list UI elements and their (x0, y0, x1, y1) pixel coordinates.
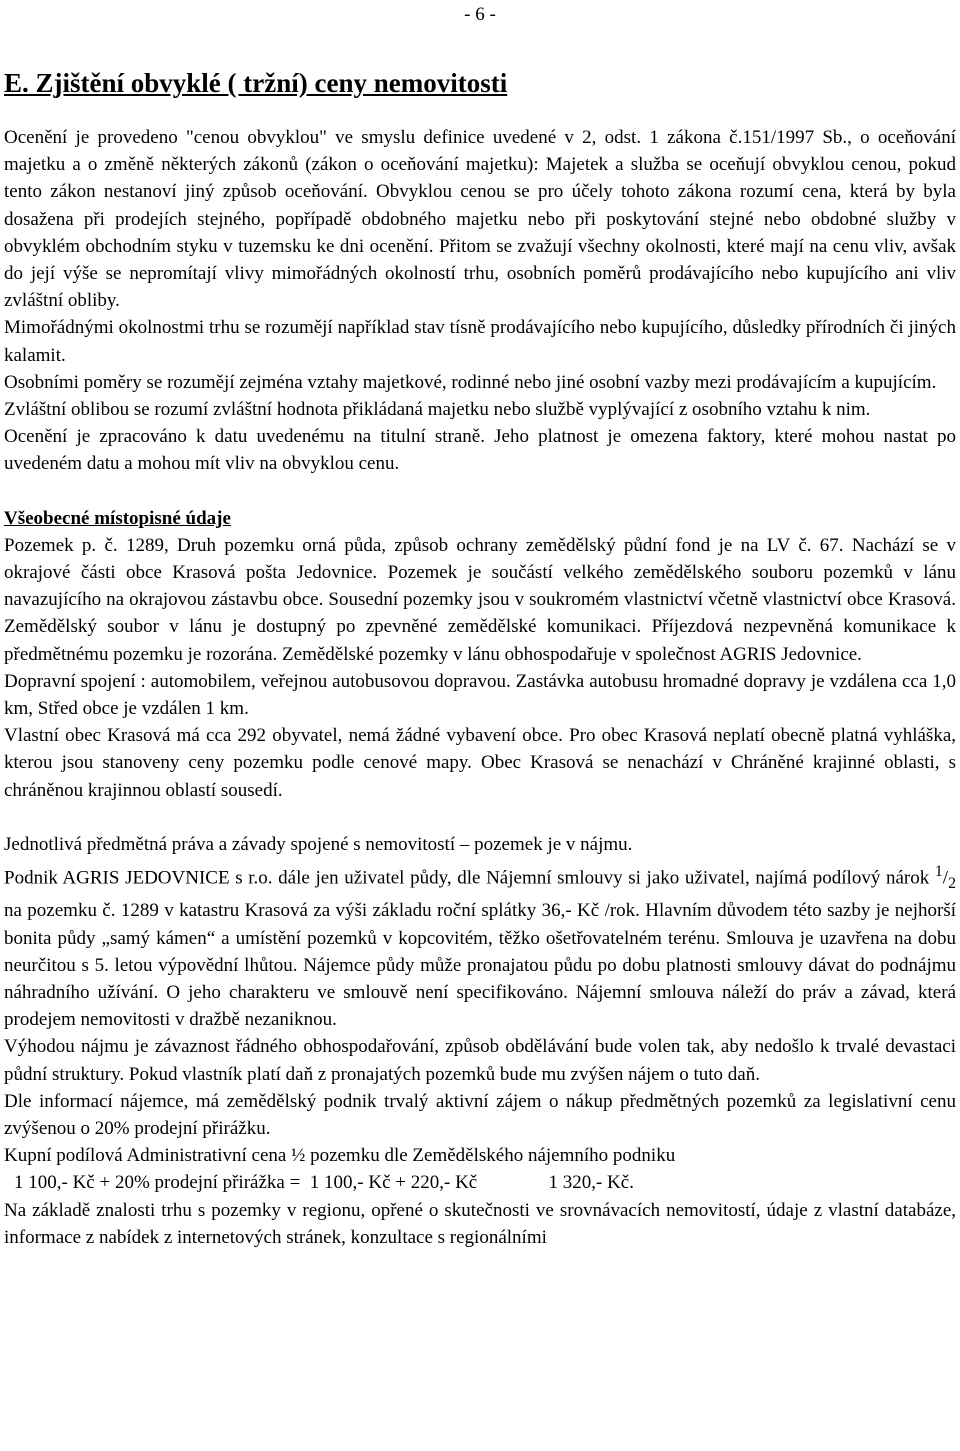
paragraph-special-favor: Zvláštní oblibou se rozumí zvláštní hodnota přikládaná majetku nebo službě vyplývající z osobního vztahu k nim. (4, 399, 871, 421)
fraction-numerator: 1 (934, 863, 943, 881)
paragraph-personal-relations: Osobními poměry se rozumějí zejména vztahy majetkové, rodinné nebo jiné osobní vazby mezi prodávajícím a kupujícím. (4, 371, 937, 393)
section-heading: E. Zjištění obvyklé ( tržní) ceny nemovitosti (4, 68, 508, 98)
paragraph-municipality: Vlastní obec Krasová má cca 292 obyvatel, nemá žádné vybavení obce. Pro obec Krasová neplatí obecně platná vyhláška, kterou jsou stanoveny ceny pozemku podle cenové mapy. Obec Krasová se nenachází v Chráněné krajinné oblasti, s chráněnou krajinnou oblastí sousedí. (4, 725, 956, 801)
paragraph-tenant: Podnik AGRIS JEDOVNICE s r.o. dále jen uživatel půdy, dle Nájemní smlouvy si jako uživatel, najímá podílový nárok $^1/_2$ na pozemku č. 1289 v katastru Krasová za výši základu roční splátky 36,- Kč /rok. Hlavním důvodem této sazby je nejhorší bonita půdy „samý kámen“ a umístění pozemků v kopcovitém, těžko ošetřovatelném terénu. Smlouva je uzavřena na dobu neurčitou s 5. letou výpovědní lhůtou. Nájemce půdy může pronajatou půdu po dobu platnosti smlouvy dávat do podnájmu náhradního užívání. O jeho charakteru ve smlouvě není specifikováno. Nájemní smlouva náleží do práv a závad, která prodejem nemovitosti v dražbě nezaniknou. (4, 863, 956, 1031)
document-body (4, 66, 956, 1251)
tenant-text-end: na pozemku č. 1289 v katastru Krasová za výši základu roční splátky 36,- Kč /rok. Hlavním důvodem této sazby je nejhorší bonita půdy „samý kámen“ a umístění pozemků v kopcovitém, těžko ošetřovatelném terénu. Smlouva je uzavřena na dobu neurčitou s 5. letou výpovědní lhůtou. Nájemce půdy může pronajatou půdu po dobu platnosti smlouvy dávat do podnájmu náhradního užívání. O jeho charakteru ve smlouvě není specifikováno. Nájemní smlouva náleží do práv a závad, která prodejem nemovitosti v dražbě nezaniknou. (4, 900, 956, 1031)
paragraph-market-knowledge: Na základě znalosti trhu s pozemky v regionu, opřené o skutečnosti ve srovnávacích nemovitostí, údaje z vlastní databáze, informace z nabídek z internetových stránek, konzultace s regionálními (4, 1199, 956, 1248)
paragraph-purchase-price: Kupní podílová Administrativní cena ½ pozemku dle Zemědělského nájemního podniku (4, 1145, 676, 1167)
subheading-general-location: Všeobecné místopisné údaje (4, 507, 231, 529)
paragraph-land-description: Pozemek p. č. 1289, Druh pozemku orná půda, způsob ochrany zemědělský půdní fond je na LV č. 67. Nachází se v okrajové části obce Krasová pošta Jedovnice. Pozemek je součástí velkého zemědělského souboru pozemků v lánu navazujícího na okrajovou zástavbu obce. Sousední pozemky jsou v soukromém vlastnictví včetně vlastnictví obce Krasová. Zemědělský soubor v lánu je dostupný po zpevněné zemědělské komunikaci. Příjezdová nezpevněná komunikace k předmětnému pozemku je rozorána. Zemědělské pozemky v lánu obhospodařuje v společnost AGRIS Jedovnice. (4, 534, 956, 665)
paragraph-rights-and-encumbrances: Jednotlivá předmětná práva a závady spojené s nemovitostí – pozemek je v nájmu. (4, 833, 633, 855)
paragraph-lease-advantage: Výhodou nájmu je závaznost řádného obhospodařování, způsob obdělávání bude volen tak, aby nedošlo k trvalé devastaci půdní struktury. Pokud vlastník platí daň z pronajatých pozemků bude mu zvýšen nájem o tuto daň. (4, 1036, 956, 1085)
paragraph-market-value-definition: Ocenění je provedeno "cenou obvyklou" ve smyslu definice uvedené v 2, odst. 1 zákona č.151/1997 Sb., o oceňování majetku a o změně některých zákonů (zákon o oceňování majetku): Majetek a služba se oceňují obvyklou cenou, pokud tento zákon nestanoví jiný způsob oceňování. Obvyklou cenou se pro účely tohoto zákona rozumí cena, která by byla dosažena při prodejích stejného, popřípadě obdobného majetku nebo při poskytování stejné nebo obdobné služby v obvyklém obchodním styku v tuzemsku ke dni ocenění. Přitom se zvažují všechny okolnosti, které mají na cenu vliv, avšak do její výše se nepromítají vlivy mimořádných okolností trhu, osobních poměrů prodávajícího nebo kupujícího ani vliv zvláštní obliby. (4, 127, 956, 312)
page-number: - 6 - (464, 4, 496, 25)
paragraph-extraordinary-circumstances: Mimořádnými okolnostmi trhu se rozumějí například stav tísně prodávajícího nebo kupujícího, důsledky přírodních či jiných kalamit. (4, 317, 956, 366)
paragraph-valuation-date: Ocenění je zpracováno k datu uvedenému na titulní straně. Jeho platnost je omezena faktory, které mohou nastat po uvedeném datu a mohou mít vliv na obvyklou cenu. (4, 426, 956, 475)
fraction-denominator: 2 (948, 875, 956, 893)
paragraph-transport: Dopravní spojení : automobilem, veřejnou autobusovou dopravou. Zastávka autobusu hromadné dopravy je vzdálena cca 1,0 km, Střed obce je vzdálen 1 km. (4, 670, 956, 720)
tenant-text-start: Podnik AGRIS JEDOVNICE s r.o. dále jen uživatel půdy, dle Nájemní smlouvy si jako uživatel, najímá podílový nárok (4, 867, 935, 889)
paragraph-tenant-interest: Dle informací nájemce, má zemědělský podnik trvalý aktivní zájem o nákup předmětných pozemků za legislativní cenu zvýšenou o 20% prodejní přirážku. (4, 1090, 956, 1140)
price-calculation: 1 100,- Kč + 20% prodejní přirážka = 1 100,- Kč + 220,- Kč 1 320,- Kč. (14, 1172, 634, 1194)
